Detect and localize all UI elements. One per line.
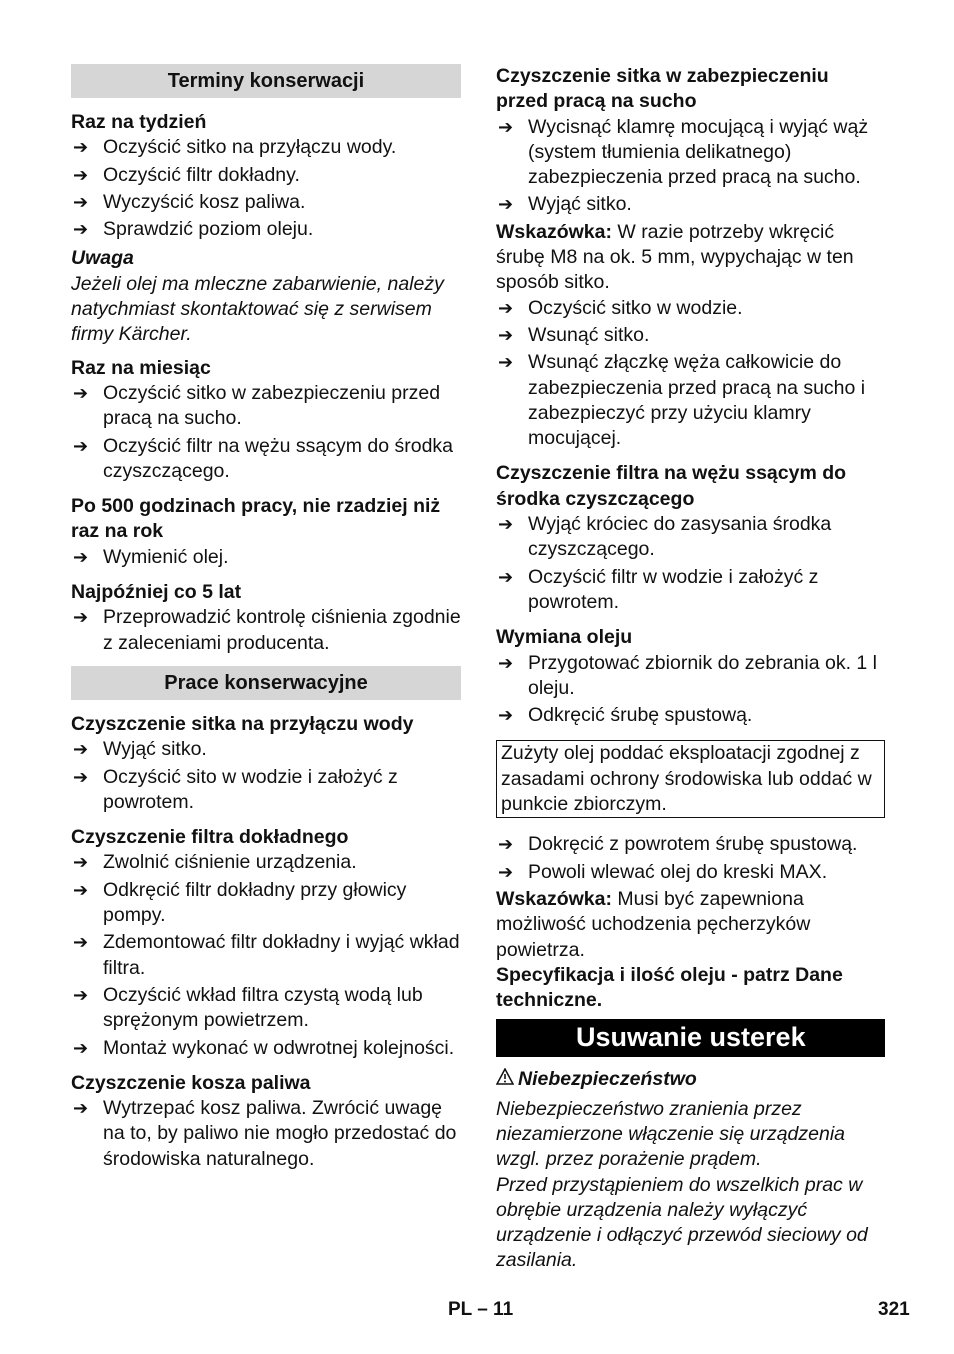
list-dry-run-b	[496, 296, 885, 452]
arrow-right-icon: ➔	[73, 932, 89, 953]
section-heading-maintenance-work: Prace konserwacyjne	[71, 666, 461, 700]
list-500-hours	[71, 545, 461, 570]
subheading-water-strainer: Czyszczenie sitka na przyłączu wody	[71, 712, 414, 735]
arrow-right-icon: ➔	[498, 297, 514, 318]
hint-text: Musi być zapewniona możliwość uchodzenia pęcherzyków powietrza.	[496, 887, 811, 961]
list-item	[71, 545, 461, 570]
list-item	[496, 192, 885, 217]
arrow-right-icon: ➔	[73, 164, 89, 185]
subheading-monthly: Raz na miesiąc	[71, 356, 211, 379]
list-item-text: Oczyścić sitko na przyłączu wody.	[103, 136, 397, 159]
list-item-text: Zwolnić ciśnienie urządzenia.	[103, 851, 357, 874]
list-fine-filter	[71, 850, 461, 1060]
list-item-text: Wsunąć sitko.	[528, 323, 650, 346]
list-item-text: Oczyścić sitko w wodzie.	[528, 296, 743, 319]
list-item	[496, 565, 885, 616]
list-item	[71, 850, 461, 875]
list-item	[71, 605, 461, 656]
list-item-text: Odkręcić filtr dokładny przy głowicy pompy.	[103, 878, 407, 927]
arrow-right-icon: ➔	[498, 834, 514, 855]
list-oil-change-b	[496, 832, 885, 885]
list-suction-filter	[496, 512, 885, 615]
list-item	[71, 878, 461, 929]
list-item	[71, 737, 461, 762]
list-item	[71, 930, 461, 981]
list-item-text: Oczyścić sito w wodzie i założyć z powrotem.	[103, 765, 398, 813]
list-item	[496, 323, 885, 348]
caution-title: Uwaga	[71, 247, 134, 270]
arrow-right-icon: ➔	[73, 984, 89, 1005]
arrow-right-icon: ➔	[73, 766, 89, 787]
footer-language-page: PL – 11	[448, 1299, 514, 1320]
right-column	[496, 64, 885, 1274]
list-item-text: Wyczyścić kosz paliwa.	[103, 190, 306, 213]
list-item-text: Oczyścić filtr w wodzie i założyć z powrotem.	[528, 565, 819, 613]
footer-page-number: 321	[878, 1299, 910, 1320]
warning-triangle-icon	[496, 1067, 518, 1092]
arrow-right-icon: ➔	[498, 514, 514, 535]
list-item	[71, 765, 461, 816]
subheading-fine-filter: Czyszczenie filtra dokładnego	[71, 826, 349, 849]
danger-title-row	[496, 1067, 885, 1092]
list-item-text: Wsunąć złączkę węża całkowicie do zabezpieczenia przed pracą na sucho i zabezpieczyć przy użyciu klamry mocującej.	[528, 351, 866, 450]
list-item-text: Wyjąć sitko.	[528, 193, 632, 216]
hint-label: Wskazówka:	[496, 220, 612, 243]
list-item-text: Zdemontować filtr dokładny i wyjąć wkład filtra.	[103, 931, 460, 979]
arrow-right-icon: ➔	[73, 219, 89, 240]
list-item	[496, 512, 885, 563]
list-item	[496, 350, 885, 451]
list-item	[71, 1036, 461, 1061]
list-item-text: Powoli wlewać olej do kreski MAX.	[528, 860, 828, 883]
arrow-right-icon: ➔	[498, 352, 514, 373]
subheading-500-hours: Po 500 godzinach pracy, nie rzadziej niż raz na rok	[71, 495, 441, 543]
list-dry-run-a	[496, 115, 885, 218]
list-item	[71, 217, 461, 242]
subheading-oil-change: Wymiana oleju	[496, 626, 633, 649]
list-monthly	[71, 381, 461, 484]
section-heading-troubleshooting: Usuwanie usterek	[496, 1019, 885, 1057]
arrow-right-icon: ➔	[498, 116, 514, 137]
list-item-text: Wyjąć sitko.	[103, 738, 207, 761]
section-heading-maintenance-schedule: Terminy konserwacji	[71, 64, 461, 98]
subheading-fuel-basket: Czyszczenie kosza paliwa	[71, 1071, 311, 1094]
danger-title: Niebezpieczeństwo	[518, 1068, 697, 1091]
list-item-text: Odkręcić śrubę spustową.	[528, 704, 753, 727]
arrow-right-icon: ➔	[73, 546, 89, 567]
arrow-right-icon: ➔	[73, 607, 89, 628]
subheading-weekly: Raz na tydzień	[71, 111, 207, 133]
arrow-right-icon: ➔	[73, 1037, 89, 1058]
list-item	[71, 190, 461, 215]
arrow-right-icon: ➔	[73, 739, 89, 760]
list-item-text: Oczyścić sitko w zabezpieczeniu przed pracą na sucho.	[103, 381, 441, 430]
hint-label: Wskazówka:	[496, 887, 612, 910]
list-item-text: Montaż wykonać w odwrotnej kolejności.	[103, 1036, 455, 1059]
list-item-text: Sprawdzić poziom oleju.	[103, 218, 314, 241]
list-fuel-basket	[71, 1096, 461, 1172]
arrow-right-icon: ➔	[73, 435, 89, 456]
arrow-right-icon: ➔	[73, 137, 89, 158]
subheading-suction-filter: Czyszczenie filtra na wężu ssącym do środka czyszczącego	[496, 462, 847, 510]
left-column	[71, 64, 461, 1174]
list-item	[496, 115, 885, 191]
list-item	[71, 381, 461, 432]
oil-spec: Specyfikacja i ilość oleju - patrz Dane techniczne.	[496, 963, 843, 1012]
list-item-text: Oczyścić wkład filtra czystą wodą lub sprężonym powietrzem.	[103, 983, 423, 1032]
arrow-right-icon: ➔	[73, 191, 89, 212]
list-item	[71, 434, 461, 485]
subheading-dry-run-strainer: Czyszczenie sitka w zabezpieczeniu przed pracą na sucho	[496, 65, 829, 113]
danger-text-2: Przed przystąpieniem do wszelkich prac w obrębie urządzenia należy wyłączyć urządzenie i odłączyć przewód sieciowy od zasilania.	[496, 1173, 868, 1272]
subheading-5-years: Najpóźniej co 5 lat	[71, 581, 242, 604]
list-weekly	[71, 135, 461, 242]
list-item	[71, 983, 461, 1034]
list-item	[71, 135, 461, 160]
dry-run-hint	[496, 220, 885, 296]
list-item-text: Przygotować zbiornik do zebrania ok. 1 l oleju.	[528, 651, 878, 699]
arrow-right-icon: ➔	[498, 194, 514, 215]
arrow-right-icon: ➔	[498, 324, 514, 345]
oil-hint	[496, 887, 885, 963]
environment-note-box: Zużyty olej poddać eksploatacji zgodnej z zasadami ochrony środowiska lub oddać w punkcie zbiorczym.	[496, 740, 885, 818]
list-item	[496, 703, 885, 728]
list-water-strainer	[71, 737, 461, 815]
arrow-right-icon: ➔	[73, 1098, 89, 1119]
list-item-text: Wyjąć króciec do zasysania środka czyszczącego.	[528, 513, 832, 561]
list-5-years	[71, 605, 461, 656]
arrow-right-icon: ➔	[73, 382, 89, 403]
list-item	[496, 651, 885, 702]
list-item	[71, 1096, 461, 1172]
list-item-text: Przeprowadzić kontrolę ciśnienia zgodnie z zaleceniami producenta.	[103, 606, 461, 654]
arrow-right-icon: ➔	[73, 879, 89, 900]
list-item	[496, 832, 885, 857]
arrow-right-icon: ➔	[498, 861, 514, 882]
list-item-text: Wymienić olej.	[103, 545, 229, 568]
caution-text: Jeżeli olej ma mleczne zabarwienie, należy natychmiast skontaktować się z serwisem firmy Kärcher.	[71, 272, 444, 346]
hint-text: W razie potrzeby wkręcić śrubę M8 na ok. 5 mm, wypychając w ten sposób sitko.	[496, 220, 854, 294]
arrow-right-icon: ➔	[498, 705, 514, 726]
list-item-text: Dokręcić z powrotem śrubę spustową.	[528, 833, 858, 856]
arrow-right-icon: ➔	[498, 566, 514, 587]
list-item-text: Oczyścić filtr dokładny.	[103, 163, 300, 186]
arrow-right-icon: ➔	[498, 652, 514, 673]
list-item	[496, 296, 885, 321]
list-oil-change-a	[496, 651, 885, 729]
danger-text-1: Niebezpieczeństwo zranienia przez niezamierzone włączenie się urządzenia wzgl. przez porażenie prądem.	[496, 1097, 846, 1171]
list-item-text: Wytrzepać kosz paliwa. Zwrócić uwagę na to, by paliwo nie mogło przedostać do środowiska naturalnego.	[103, 1097, 457, 1170]
list-item	[496, 860, 885, 885]
arrow-right-icon: ➔	[73, 852, 89, 873]
list-item	[71, 163, 461, 188]
list-item-text: Oczyścić filtr na wężu ssącym do środka czyszczącego.	[103, 434, 454, 482]
list-item-text: Wycisnąć klamrę mocującą i wyjąć wąż (system tłumienia delikatnego) zabezpieczenia przed pracą na sucho.	[528, 115, 869, 189]
